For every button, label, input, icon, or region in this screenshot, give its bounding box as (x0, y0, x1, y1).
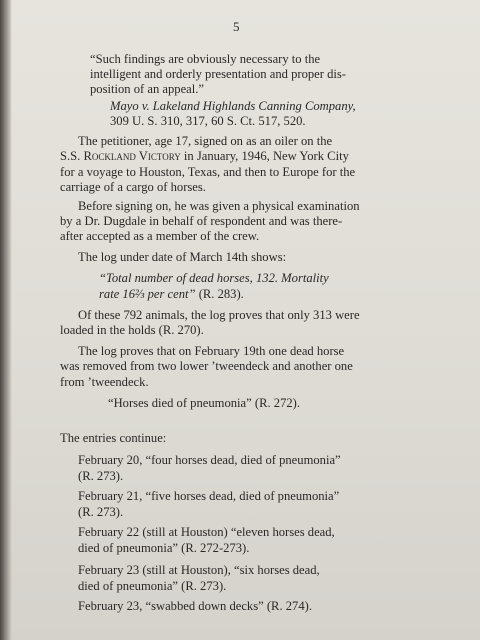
petitioner-line-3: for a voyage to Houston, Texas, and then to Europe for the (60, 165, 356, 179)
ship-name: Rockland Victory (83, 149, 181, 163)
case-citation: 309 U. S. 310, 317, 60 S. Ct. 517, 520. (110, 114, 306, 128)
pneumonia-quote: “Horses died of pneumonia” (R. 272). (108, 396, 301, 410)
log-quote-ref: (R. 283). (195, 287, 244, 301)
log-quote-line-1: “Total number of dead horses, 132. Mortality (99, 271, 329, 285)
petitioner-line-2 (60, 150, 349, 163)
page-number: 5 (233, 19, 240, 34)
petitioner-line-4: carriage of a cargo of horses. (60, 180, 206, 194)
entry-feb22-line-2: died of pneumonia” (R. 272-273). (78, 541, 250, 555)
animals-line-2: loaded in the holds (R. 270). (60, 323, 204, 337)
entry-feb23-decks: February 23, “swabbed down decks” (R. 274). (78, 599, 312, 613)
entry-feb23-line-2: died of pneumonia” (R. 273). (78, 579, 227, 593)
entry-feb20-line-1: February 20, “four horses dead, died of pneumonia” (78, 453, 341, 467)
entry-feb23-line-1: February 23 (still at Houston), “six horses dead, (78, 563, 320, 577)
quote-line-1: “Such findings are obviously necessary to the (90, 52, 321, 66)
entries-intro: The entries continue: (60, 431, 167, 445)
ship-suffix: in January, 1946, New York City (180, 149, 349, 163)
case-name: Mayo v. Lakeland Highlands Canning Company, (110, 99, 356, 113)
ship-prefix: S.S. (60, 149, 84, 163)
petitioner-line-1: The petitioner, age 17, signed on as an oiler on the (78, 134, 333, 148)
animals-line-1: Of these 792 animals, the log proves that only 313 were (78, 308, 360, 322)
entry-feb20-line-2: (R. 273). (78, 469, 124, 483)
mortality-rate: rate 16⅔ per cent” (99, 287, 196, 301)
exam-line-3: after accepted as a member of the crew. (60, 229, 260, 243)
feb19-line-3: from ’tweendeck. (60, 375, 149, 389)
exam-line-2: by a Dr. Dugdale in behalf of respondent and was there- (60, 214, 343, 228)
entry-feb22-line-1: February 22 (still at Houston) “eleven horses dead, (78, 525, 335, 539)
entry-feb21-line-1: February 21, “five horses dead, died of pneumonia” (78, 489, 340, 503)
log-intro: The log under date of March 14th shows: (78, 250, 287, 264)
feb19-line-1: The log proves that on February 19th one dead horse (78, 344, 345, 358)
quote-line-3: position of an appeal.” (90, 82, 205, 96)
quote-line-2: intelligent and orderly presentation and proper dis- (90, 67, 346, 81)
feb19-line-2: was removed from two lower ’tweendeck and another one (60, 359, 353, 373)
entry-feb21-line-2: (R. 273). (78, 505, 124, 519)
exam-line-1: Before signing on, he was given a physical examination (78, 199, 360, 213)
log-quote-line-2 (99, 288, 244, 301)
